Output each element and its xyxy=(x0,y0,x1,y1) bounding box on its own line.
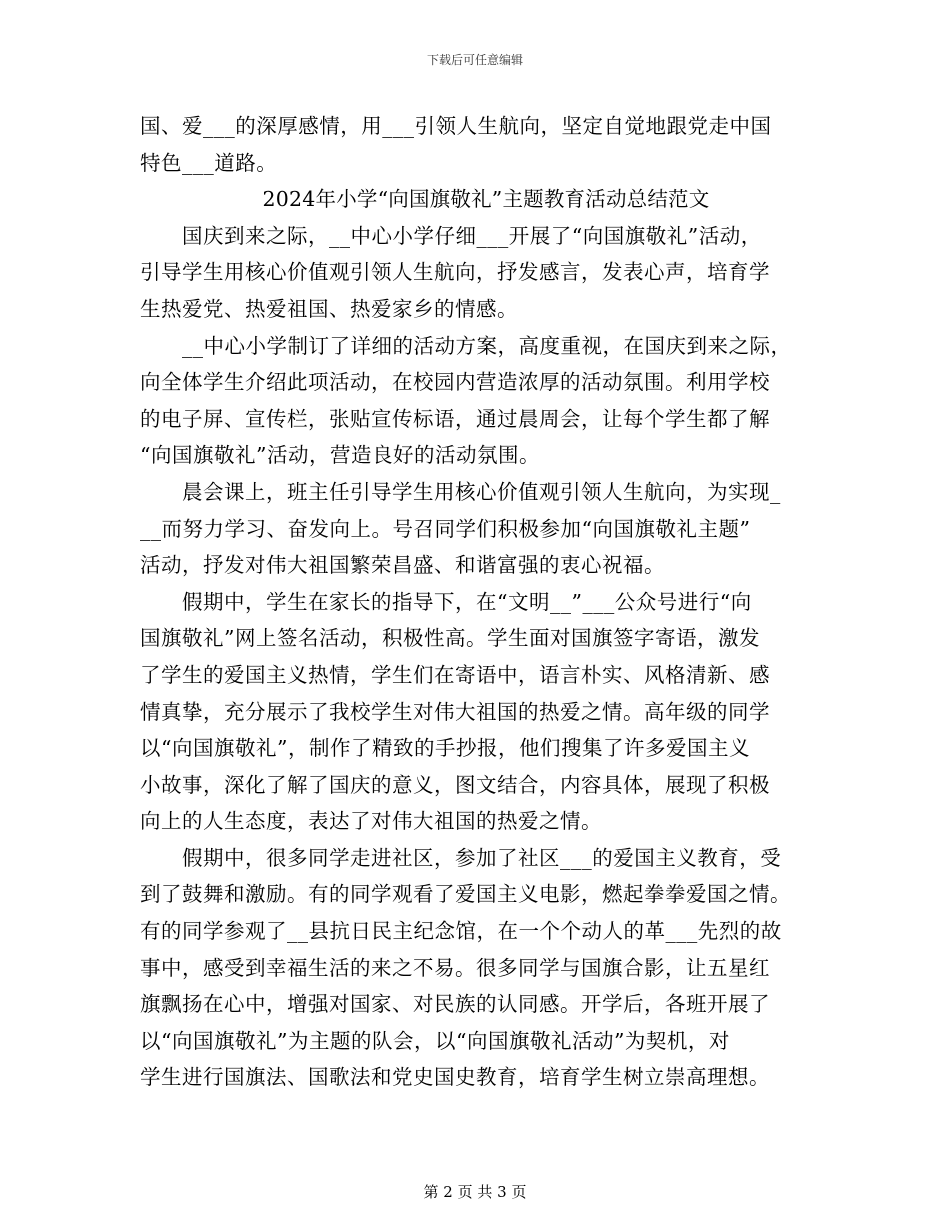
body-line: 假期中，很多同学走进社区，参加了社区___的爱国主义教育，受 xyxy=(140,845,782,870)
body-line: 到了鼓舞和激励。有的同学观看了爱国主义电影，燃起拳拳爱国之情。 xyxy=(140,882,791,907)
body-line: 了学生的爱国主义热情，学生们在寄语中，语言朴实、风格清新、感 xyxy=(140,662,770,687)
body-line: 生热爱党、热爱祖国、热爱家乡的情感。 xyxy=(140,296,518,321)
body-line: 活动，抒发对伟大祖国繁荣昌盛、和谐富强的衷心祝福。 xyxy=(140,553,665,578)
body-line: 引导学生用核心价值观引领人生航向，抒发感言，发表心声，培育学 xyxy=(140,260,770,285)
page-footer: 第 2 页 共 3 页 xyxy=(423,1183,527,1201)
body-line: 学生进行国旗法、国歌法和党史国史教育，培育学生树立崇高理想。 xyxy=(140,1065,770,1090)
body-line: 国、爱___的深厚感情，用___引领人生航向，坚定自觉地跟党走中国 xyxy=(140,114,772,138)
document-body xyxy=(140,108,810,1096)
body-line: “向国旗敬礼”活动，营造良好的活动氛围。 xyxy=(140,443,540,468)
body-line: 特色___道路。 xyxy=(140,150,278,175)
body-line: __中心小学制订了详细的活动方案，高度重视，在国庆到来之际， xyxy=(140,333,792,358)
body-line: 向全体学生介绍此项活动，在校园内营造浓厚的活动氛围。利用学校 xyxy=(140,370,770,395)
section-title: 2024年小学“向国旗敬礼”主题教育活动总结范文 xyxy=(262,187,710,212)
body-line: 国庆到来之际，__中心小学仔细___开展了“向国旗敬礼”活动， xyxy=(140,223,762,248)
body-line: 情真挚，充分展示了我校学生对伟大祖国的热爱之情。高年级的同学 xyxy=(140,699,770,724)
body-line: 晨会课上，班主任引导学生用核心价值观引领人生航向，为实现_ xyxy=(140,479,781,504)
body-line: 旗飘扬在心中，增强对国家、对民族的认同感。开学后，各班开展了 xyxy=(140,992,770,1017)
body-line: 以“向国旗敬礼”为主题的队会，以“向国旗敬礼活动”为契机，对 xyxy=(140,1028,730,1053)
body-line: 国旗敬礼”网上签名活动，积极性高。学生面对国旗签字寄语，激发 xyxy=(140,626,760,651)
body-line: 以“向国旗敬礼”，制作了精致的手抄报，他们搜集了许多爱国主义 xyxy=(140,736,750,761)
page-header: 下载后可任意编辑 xyxy=(426,53,523,67)
body-line: 小故事，深化了解了国庆的意义，图文结合，内容具体，展现了积极 xyxy=(140,772,770,797)
body-line: 有的同学参观了__县抗日民主纪念馆，在一个个动人的革___先烈的故 xyxy=(140,919,782,944)
body-line: 假期中，学生在家长的指导下，在“文明__”___公众号进行“向 xyxy=(140,589,752,614)
body-line: __而努力学习、奋发向上。号召同学们积极参加“向国旗敬礼主题” xyxy=(140,516,751,541)
body-line: 的电子屏、宣传栏，张贴宣传标语，通过晨周会，让每个学生都了解 xyxy=(140,406,770,431)
body-line: 事中，感受到幸福生活的来之不易。很多同学与国旗合影，让五星红 xyxy=(140,955,770,980)
body-line: 向上的人生态度，表达了对伟大祖国的热爱之情。 xyxy=(140,809,602,834)
